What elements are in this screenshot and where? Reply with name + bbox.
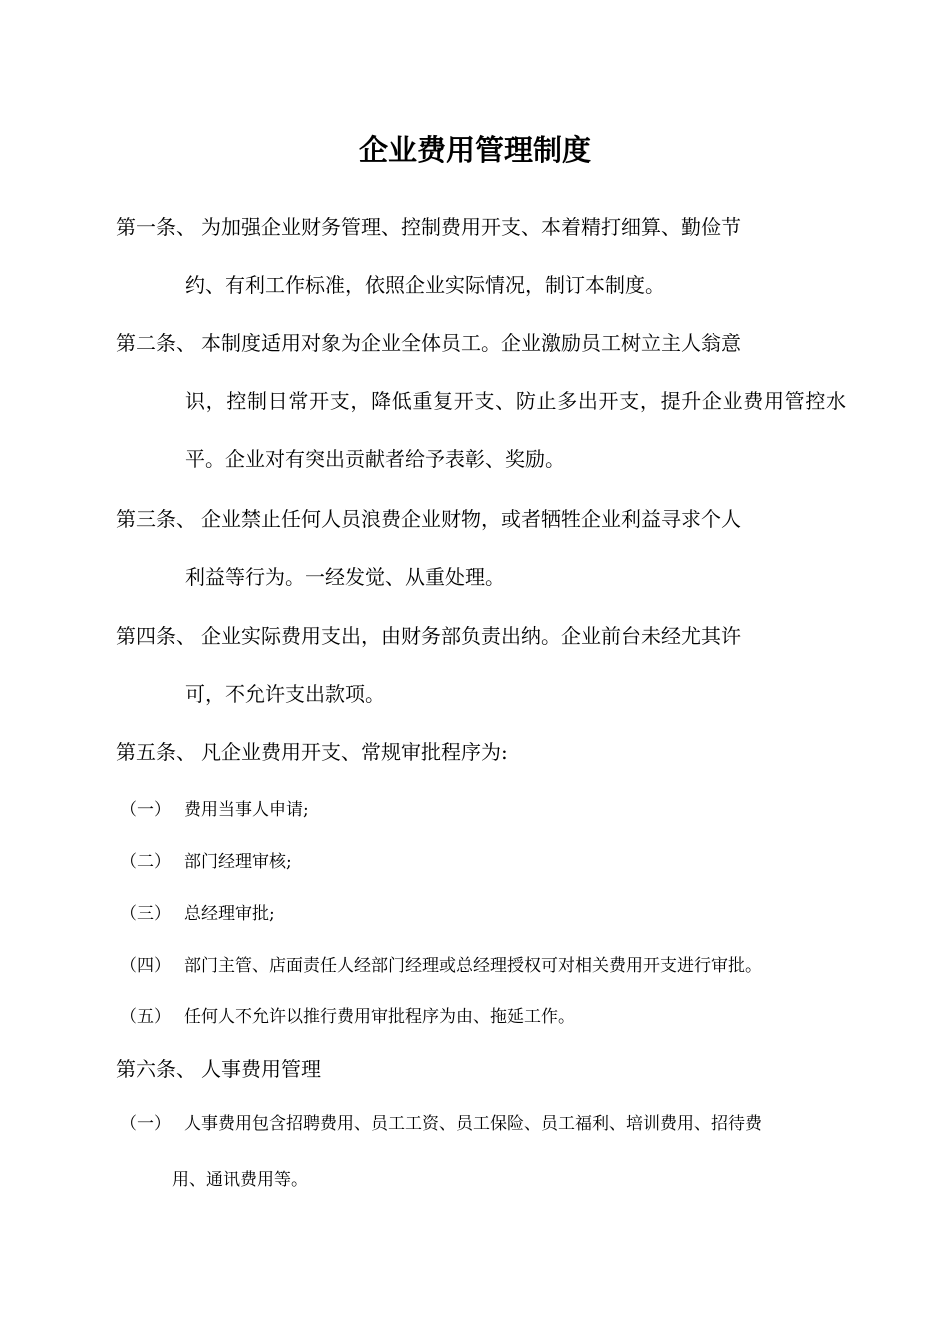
procedure-item-4	[120, 938, 840, 994]
article-1-body	[185, 198, 846, 314]
procedure-item-1	[120, 782, 840, 838]
article-5-label: 第五条、	[116, 740, 196, 764]
procedure-item-3	[120, 886, 840, 942]
procedure-item-2-text: 部门经理审核;	[184, 852, 292, 872]
article-1-line1: 为加强企业财务管理、控制费用开支、本着精打细算、勤俭节	[201, 215, 741, 239]
article-6-line1: 人事费用管理	[201, 1057, 321, 1081]
article-3-continuation: 利益等行为。一经发觉、从重处理。	[185, 565, 505, 589]
procedure-item-5-mark: （五）	[120, 1007, 171, 1027]
article-3-label: 第三条、	[116, 507, 196, 531]
article-5	[116, 723, 846, 781]
article-2	[116, 314, 846, 488]
article-6-label: 第六条、	[116, 1057, 196, 1081]
article-5-body	[201, 723, 846, 781]
article-4-continuation: 可，不允许支出款项。	[185, 682, 385, 706]
procedure-item-2-mark: （二）	[120, 852, 171, 872]
procedure-item-4-mark: （四）	[120, 956, 171, 976]
article-4-label: 第四条、	[116, 624, 196, 648]
procedure-item-3-text: 总经理审批;	[184, 904, 275, 924]
article-5-line1: 凡企业费用开支、常规审批程序为:	[201, 740, 508, 764]
procedure-item-2	[120, 834, 840, 890]
hr-item-1-mark: （一）	[120, 1114, 171, 1134]
document-title: 企业费用管理制度	[358, 133, 591, 167]
article-2-line1: 本制度适用对象为企业全体员工。企业激励员工树立主人翁意	[201, 331, 741, 355]
article-1-label: 第一条、	[116, 215, 196, 239]
procedure-item-1-mark: （一）	[120, 800, 171, 820]
hr-item-1-line1: 人事费用包含招聘费用、员工工资、员工保险、员工福利、培训费用、招待费	[184, 1114, 762, 1134]
procedure-item-5	[120, 989, 840, 1045]
article-3-body	[185, 490, 846, 606]
procedure-item-1-text: 费用当事人申请;	[184, 800, 309, 820]
article-4-line1: 企业实际费用支出，由财务部负责出纳。企业前台未经尤其许	[201, 624, 741, 648]
hr-item-1	[120, 1096, 840, 1208]
article-4-body	[185, 607, 846, 723]
procedure-item-3-mark: （三）	[120, 904, 171, 924]
article-1-continuation: 约、有利工作标准，依照企业实际情况，制订本制度。	[185, 273, 665, 297]
hr-item-1-continuation: 用、通讯费用等。	[172, 1170, 308, 1190]
article-1	[116, 198, 846, 314]
article-2-body	[185, 314, 846, 488]
procedure-item-4-text: 部门主管、店面责任人经部门经理或总经理授权可对相关费用开支进行审批。	[184, 956, 762, 976]
article-4	[116, 607, 846, 723]
article-3-line1: 企业禁止任何人员浪费企业财物，或者牺牲企业利益寻求个人	[201, 507, 741, 531]
article-3	[116, 490, 846, 606]
procedure-item-5-text: 任何人不允许以推行费用审批程序为由、拖延工作。	[184, 1007, 575, 1027]
article-6-body	[201, 1040, 846, 1098]
article-2-continuation: 识，控制日常开支，降低重复开支、防止多出开支，提升企业费用管控水平。企业对有突出贡献者给予表彰、奖励。	[185, 389, 846, 471]
article-6	[116, 1040, 846, 1098]
article-2-label: 第二条、	[116, 331, 196, 355]
